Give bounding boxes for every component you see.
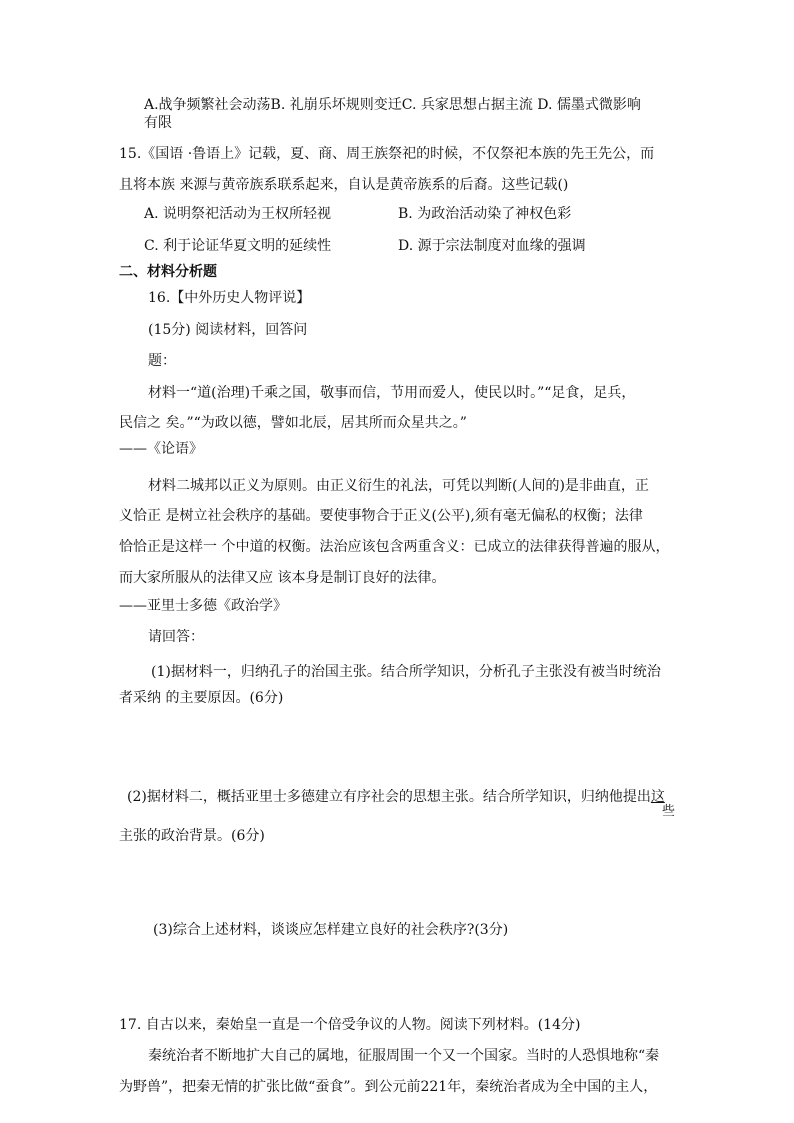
q16-sub1-line1: (1)据材料一，归纳孔子的治国主张。结合所学知识，分析孔子主张没有被当时统治 [151, 664, 661, 680]
q16-title: 16.【中外历史人物评说】 [148, 290, 311, 306]
q14-options-line2: 有限 [144, 115, 172, 131]
q15-option-d: D. 源于宗法制度对血缘的强调 [398, 238, 586, 254]
q16-sub1-line2: 者采纳 的主要原因。(6分) [119, 690, 284, 706]
q16-sub2-text: (2)据材料二，概括亚里士多德建立有序社会的思想主张。结合所学知识，归纳他提出 [127, 789, 651, 805]
material2-line4: 而大家所服从的法律又应 该本身是制订良好的法律。 [119, 570, 446, 586]
q16-sub3: (3)综合上述材料，谈谈应怎样建立良好的社会秩序?(3分) [153, 922, 509, 938]
material2-line2: 义恰正 是树立社会秩序的基础。要使事物合于正义(公平),须有毫无偏私的权衡；法律 [119, 508, 643, 524]
q16-sub2-underlined-char: 这 [650, 789, 665, 805]
q16-sub2-line1 [127, 787, 665, 807]
material1-source: ——《论语》 [119, 441, 203, 457]
q16-intro-line1: (15分) 阅读材料，回答问 [148, 322, 308, 338]
q16-intro-line2: 题： [148, 353, 176, 369]
q15-option-c: C. 利于论证华夏文明的延续性 [144, 238, 332, 254]
material1-line2: 民信之 矣。”“为政以德，譬如北辰，居其所而众星共之。” [119, 415, 467, 431]
material2-line1: 材料二城邦以正义为原则。由正义衍生的礼法，可凭以判断(人间的)是非曲直，正 [148, 478, 649, 494]
answer-prompt: 请回答： [148, 629, 204, 645]
q16-sub2-sub-char: 些 [662, 804, 676, 819]
material2-source: ——亚里士多德《政治学》 [119, 598, 287, 614]
q17-stem: 17. 自古以来，秦始皇一直是一个倍受争议的人物。阅读下列材料。(14分) [119, 1017, 581, 1033]
q17-para-line1: 秦统治者不断地扩大自己的属地，征服周围一个又一个国家。当时的人恐惧地称“秦 [148, 1048, 660, 1064]
material1-line1: 材料一“道(治理)千乘之国，敬事而信，节用而爱人，使民以时。”“足食，足兵， [148, 385, 636, 401]
material2-line3: 恰恰正是这样一 个中道的权衡。法治应该包含两重含义：已成立的法律获得普遍的服从， [119, 539, 670, 555]
q15-option-a: A. 说明祭祀活动为王权所轻视 [144, 206, 332, 222]
q15-stem-line2: 且将本族 来源与黄帝族系联系起来，自认是黄帝族系的后裔。这些记载() [119, 177, 569, 193]
q15-option-b: B. 为政治活动染了神权色彩 [398, 206, 572, 222]
q16-sub2-line2: 主张的政治背景。(6分) [119, 828, 265, 844]
q15-stem-line1: 15.《国语 ·鲁语上》记载，夏、商、周王族祭祀的时候，不仅祭祀本族的先王先公，而 [119, 146, 655, 162]
q17-para-line2: 为野兽”，把秦无情的扩张比做“蚕食”。到公元前221年，秦统治者成为全中国的主人， [119, 1079, 658, 1095]
section-title: 二、材料分析题 [119, 264, 217, 280]
q14-options-line1: A.战争频繁社会动荡B. 礼崩乐坏规则变迁C. 兵家思想占据主流 D. 儒墨式微影响 [144, 97, 641, 113]
